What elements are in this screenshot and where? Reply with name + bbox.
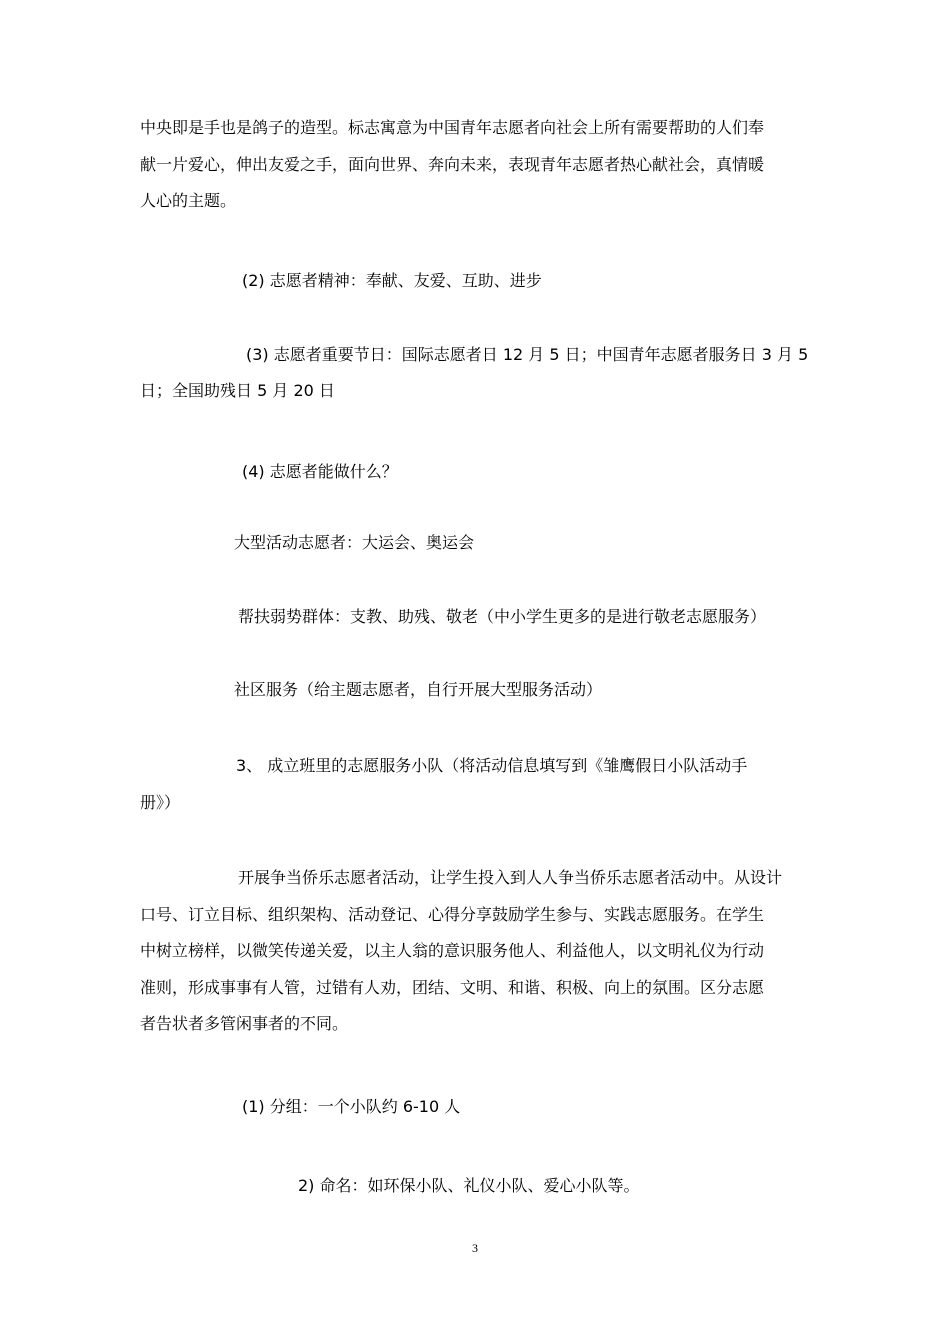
paragraph-line: 口号、订立目标、组织架构、活动登记、心得分享鼓励学生参与、实践志愿服务。在学生: [140, 905, 765, 924]
paragraph-line: 帮扶弱势群体：支教、助残、敬老（中小学生更多的是进行敬老志愿服务）: [238, 607, 767, 626]
paragraph-line: 准则，形成事事有人管，过错有人劝，团结、文明、和谐、积极、向上的氛围。区分志愿: [140, 978, 765, 997]
paragraph-line: 献一片爱心，伸出友爱之手，面向世界、奔向未来，表现青年志愿者热心献社会，真情暖: [140, 155, 765, 174]
paragraph-line: 社区服务（给主题志愿者，自行开展大型服务活动）: [234, 680, 603, 699]
paragraph-line: 开展争当侨乐志愿者活动，让学生投入到人人争当侨乐志愿者活动中。从设计: [238, 868, 783, 887]
paragraph-line: 者告状者多管闲事者的不同。: [140, 1014, 349, 1033]
paragraph-line: 人心的主题。: [140, 191, 237, 210]
paragraph-line: 中央即是手也是鸽子的造型。标志寓意为中国青年志愿者向社会上所有需要帮助的人们奉: [140, 118, 765, 137]
paragraph-line: 大型活动志愿者：大运会、奥运会: [234, 533, 475, 552]
section-heading-continuation: 册》）: [140, 793, 181, 812]
page-number: 3: [472, 1241, 478, 1255]
list-item-continuation: 日；全国助残日 5 月 20 日: [140, 381, 335, 400]
list-item: (1) 分组：一个小队约 6-10 人: [242, 1097, 461, 1116]
list-item: (4) 志愿者能做什么？: [242, 462, 398, 481]
list-item: 2) 命名：如环保小队、礼仪小队、爱心小队等。: [298, 1176, 640, 1195]
paragraph-line: 中树立榜样，以微笑传递关爱，以主人翁的意识服务他人、利益他人，以文明礼仪为行动: [140, 941, 765, 960]
section-heading: 3、 成立班里的志愿服务小队（将活动信息填写到《雏鹰假日小队活动手: [236, 756, 748, 775]
list-item: (3) 志愿者重要节日：国际志愿者日 12 月 5 日；中国青年志愿者服务日 3 月 5: [246, 345, 809, 364]
list-item: (2) 志愿者精神：奉献、友爱、互助、进步: [242, 271, 542, 290]
